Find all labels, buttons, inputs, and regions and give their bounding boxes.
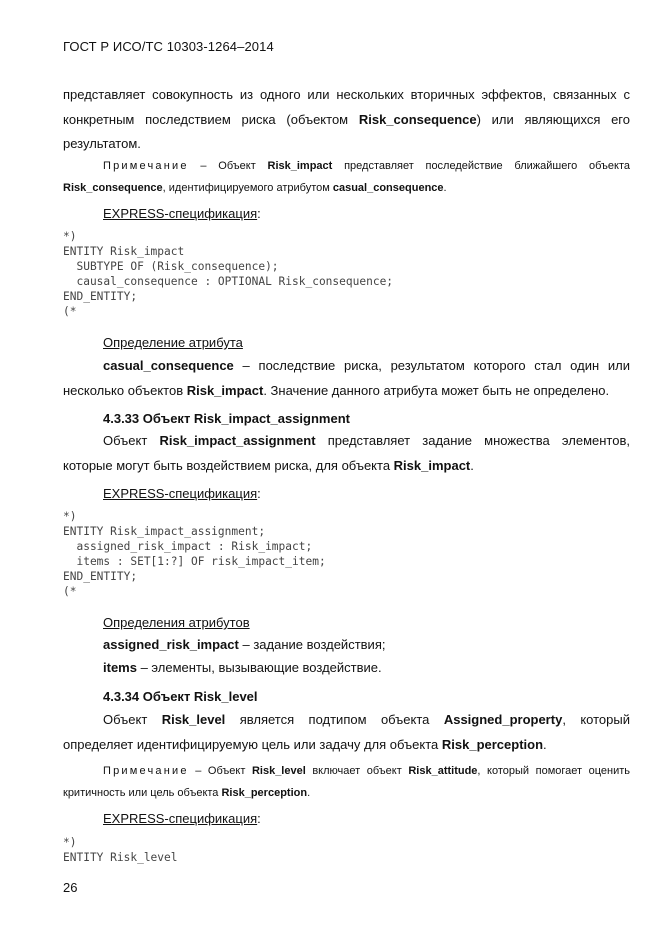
attr-def-1-bold-2: Risk_impact [186,382,264,398]
express-label-3: EXPRESS-спецификация [103,811,258,826]
section-433-bold-2: Risk_impact [393,457,471,473]
note-1 [63,155,630,199]
note-1-text-4: . [443,182,447,194]
attr-def-1-text-2: . Значение данного атрибута может быть не определено. [263,382,610,398]
note-1-bold-3: casual_consequence [332,182,444,194]
attr-def-1-text-1: – последствие риска, результатом которого стал один или несколько объектов [63,358,630,398]
intro-text-2: ) или являющихся его результатом. [63,111,630,152]
section-434-text-2: является подтипом объекта [225,712,444,727]
intro-bold-1: Risk_consequence [358,111,477,127]
attr-def-2-item-2 [63,656,630,681]
express-code-2: *) ENTITY Risk_impact_assignment; assigned_risk_impact : Risk_impact; items : SET[1:?] OF risk_impact_item; END_ENTITY; (* [63,510,326,598]
express-code-3: *) ENTITY Risk_level [63,836,178,864]
section-434-paragraph [63,708,630,757]
note-2-text-2: включает объект [305,765,409,777]
page-header: ГОСТ Р ИСО/ТС 10303-1264–2014 [63,39,274,54]
attr-def-1 [63,354,630,403]
attr-def-label-1: Определение атрибута [103,335,243,350]
section-433-text-3: . [470,457,474,473]
express-code-3-wrap [63,835,630,865]
express-code-1-wrap [63,229,630,319]
express-label-1-colon: : [257,206,261,221]
section-433-heading-wrap [63,409,630,429]
express-code-2-wrap [63,509,630,599]
express-label-1-wrap [63,204,630,224]
section-433-heading: 4.3.33 Объект Risk_impact_assignment [103,411,350,426]
note-1-head: Примечание [103,160,189,172]
attr-def-label-2: Определения атрибутов [103,615,250,630]
intro-paragraph [63,83,630,157]
section-433-bold-1: Risk_impact_assignment [159,433,316,448]
express-label-3-colon: : [257,811,261,826]
note-1-bold-1: Risk_impact [267,160,333,172]
section-434-heading-wrap [63,687,630,707]
section-433-paragraph [63,429,630,478]
attr-def-2-item-1-bold: assigned_risk_impact [103,637,239,652]
note-1-text-2: представляет последействие ближайшего объекта [332,160,631,172]
express-label-2-wrap [63,484,630,504]
note-2-bold-3: Risk_perception [221,787,308,799]
express-label-2: EXPRESS-спецификация [103,486,258,501]
section-434-bold-2: Assigned_property [443,712,563,727]
note-2 [63,760,630,804]
section-434-text-4: . [543,736,547,752]
express-label-2-colon: : [257,486,261,501]
attr-def-label-1-wrap [63,333,630,353]
section-434-bold-1: Risk_level [161,712,226,727]
note-2-text-3: , который помогает оценить критичность или цель объекта [63,765,631,799]
section-434-text-3: , который определяет идентифицируемую цель или задачу для объекта [63,712,630,752]
attr-def-2-item-1 [63,633,630,658]
express-code-1: *) ENTITY Risk_impact SUBTYPE OF (Risk_consequence); causal_consequence : OPTIONAL Risk_consequence; END_ENTITY; (* [63,230,394,318]
section-434-text-1: Объект [103,712,162,727]
note-2-text-1: Объект [207,765,252,777]
page-number: 26 [63,880,78,895]
express-label-3-wrap [63,809,630,829]
note-2-head: Примечание [103,765,189,777]
note-2-dash: – [188,765,208,777]
attr-def-label-2-wrap [63,613,630,633]
note-2-text-4: . [307,787,311,799]
intro-text-1: представляет совокупность из одного или нескольких вторичных эффектов, связанных с конкретным последствием риска (объектом [63,87,630,127]
note-1-text-3: , идентифицируемого атрибутом [162,182,333,194]
attr-def-2-item-2-text: – элементы, вызывающие воздействие. [136,660,382,675]
express-label-1: EXPRESS-спецификация [103,206,258,221]
section-434-heading: 4.3.34 Объект Risk_level [103,689,258,704]
note-2-bold-2: Risk_attitude [408,765,478,777]
section-433-text-1: Объект [103,433,160,448]
note-1-bold-2: Risk_consequence [63,182,163,194]
attr-def-1-bold-1: casual_consequence [103,358,234,373]
note-1-text-1: Объект [218,160,268,172]
note-1-dash: – [188,160,219,172]
attr-def-2-item-2-bold: items [103,660,137,675]
section-434-bold-3: Risk_perception [441,736,544,752]
attr-def-2-item-1-text: – задание воздействия; [238,637,386,652]
note-2-bold-1: Risk_level [251,765,306,777]
section-433-text-2: представляет задание множества элементов, которые могут быть воздействием риска, для объекта [63,433,630,473]
